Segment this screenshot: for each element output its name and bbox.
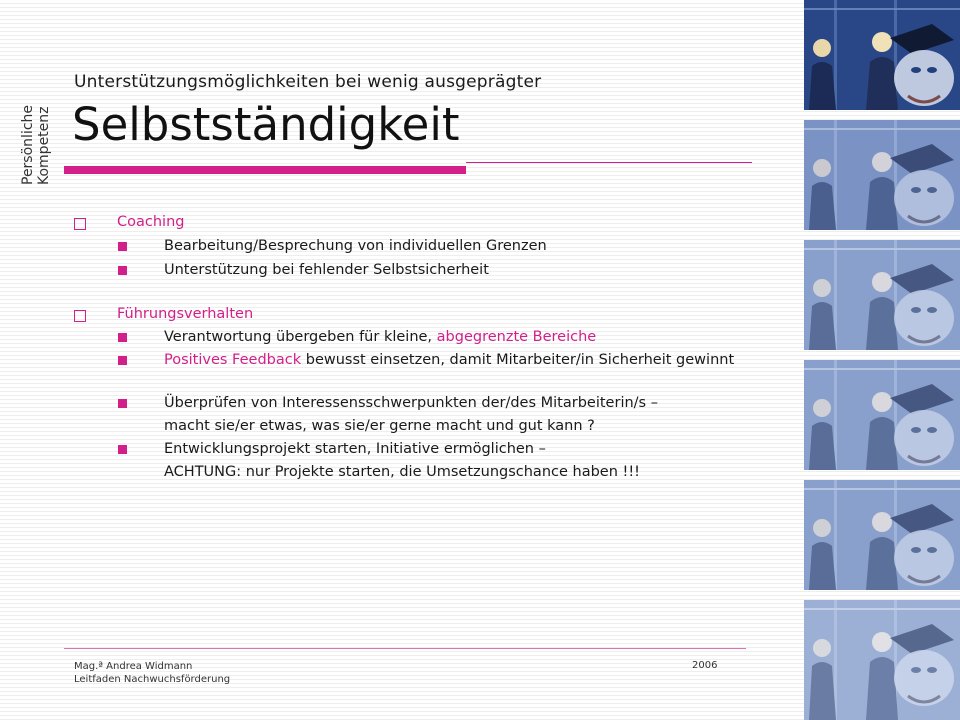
photo-tile [804,360,960,470]
photo-tile [804,0,960,110]
list-item-continuation: ACHTUNG: nur Projekte starten, die Umsetzungschance haben !!! [164,464,640,480]
photo-tile [804,480,960,590]
footer-credits [74,660,230,686]
photo-tile [804,120,960,230]
square-bullet-icon [118,242,127,251]
list-item-text [164,351,744,369]
photo-students-image [804,360,960,470]
side-label [20,75,54,185]
slide-subtitle: Unterstützungsmöglichkeiten bei wenig ausgeprägter [74,72,542,92]
list-item-text: Überprüfen von Interessensschwerpunkten der/des Mitarbeiterin/s – [164,395,658,411]
section-fuehrungsverhalten [72,306,254,322]
highlight-text: abgegrenzte Bereiche [436,329,597,345]
list-item-continuation: macht sie/er etwas, was sie/er gerne macht und gut kann ? [164,418,595,434]
title-underline-thick [64,166,466,174]
square-bullet-icon [118,333,127,342]
square-bullet-icon [118,445,127,454]
list-item-text: Entwicklungsprojekt starten, Initiative ermöglichen – [164,441,546,457]
list-item-text: Bearbeitung/Besprechung von individuellen Grenzen [164,238,547,254]
section-coaching [72,214,185,230]
footer-author: Mag.ª Andrea Widmann [74,661,193,672]
photo-students-image [804,600,960,720]
square-bullet-icon [118,399,127,408]
hollow-square-bullet-icon [74,310,86,322]
footer-document: Leitfaden Nachwuchsförderung [74,674,231,685]
photo-students-image [804,0,960,110]
section-heading: Coaching [117,214,185,230]
list-item-text-plain: Verantwortung übergeben für kleine, [164,329,437,345]
side-label-line1: Persönliche [20,104,36,185]
photo-students-image [804,120,960,230]
footer-divider [64,648,746,649]
list-item-text: Unterstützung bei fehlender Selbstsicherheit [164,262,489,278]
photo-strip [804,0,960,720]
list-item-text-plain: bewusst einsetzen, damit Mitarbeiter/in Sicherheit gewinnt [301,352,735,368]
title-underline-thin [466,162,752,163]
photo-students-image [804,480,960,590]
section-heading: Führungsverhalten [117,306,254,322]
square-bullet-icon [118,356,127,365]
photo-students-image [804,240,960,350]
square-bullet-icon [118,266,127,275]
photo-tile [804,240,960,350]
hollow-square-bullet-icon [74,218,86,230]
side-label-line2: Kompetenz [36,106,52,185]
footer-year: 2006 [692,660,718,671]
list-item-text [164,328,744,346]
photo-tile [804,600,960,720]
highlight-text: Positives Feedback [164,352,302,368]
slide-title: Selbstständigkeit [72,98,460,151]
